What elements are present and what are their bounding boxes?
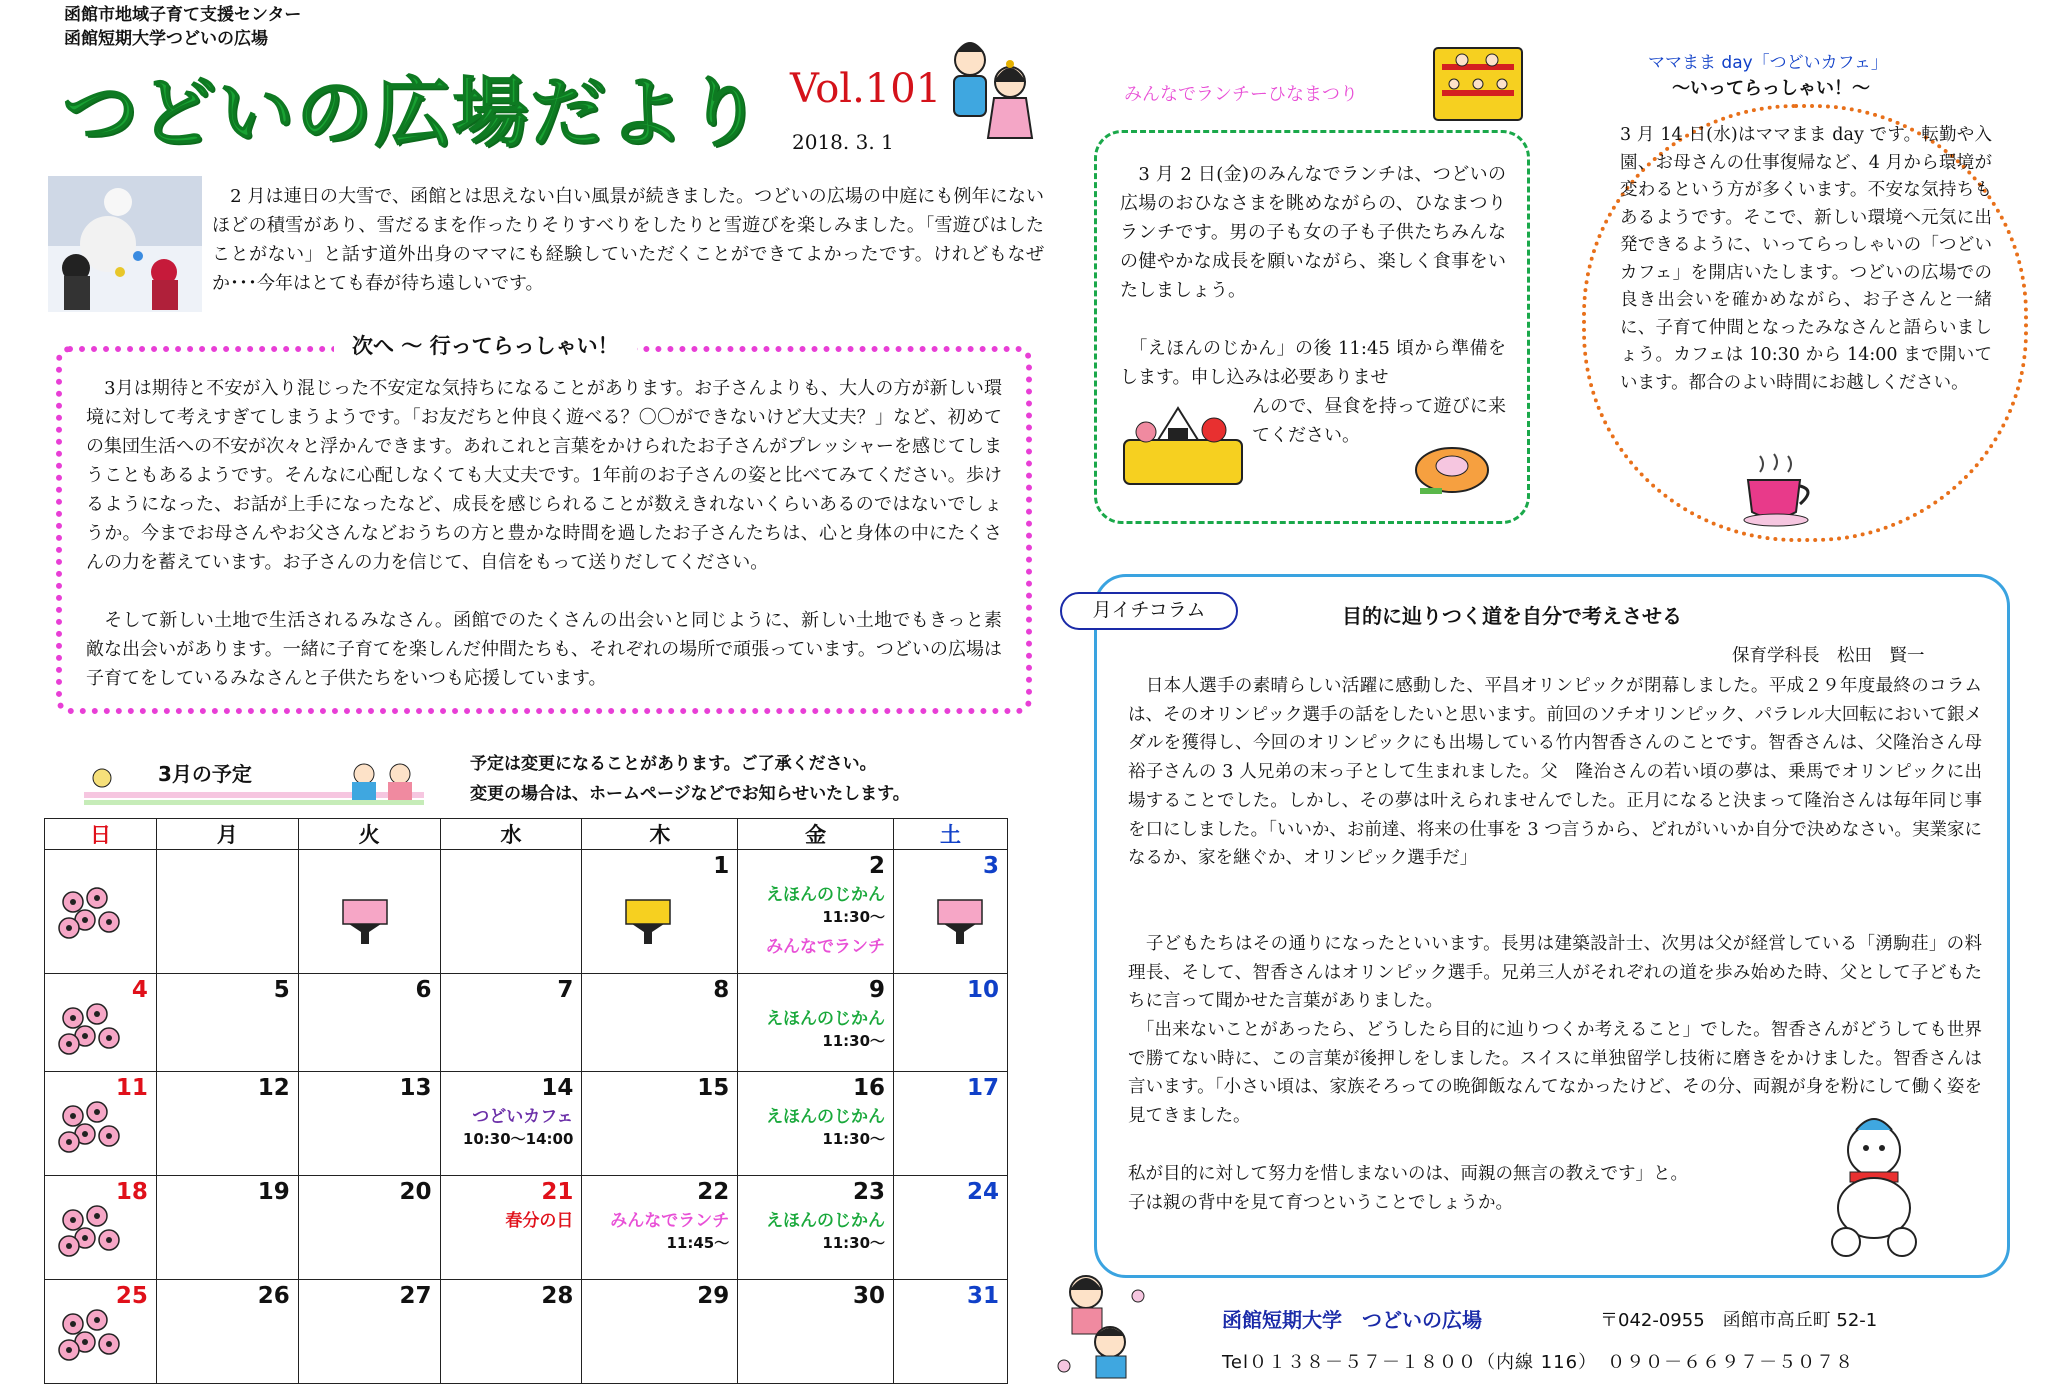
calendar-day-cell xyxy=(298,1072,440,1176)
next-step-paragraph-2: そして新しい土地で生活されるみなさん。函館でのたくさんの出会いと同じように、新しい土地でもきっと素敵な出会いがあります。一緒に子育てを楽しんだ仲間たちも、それぞれの場所で頑張っています。つどいの広場は子育てをしているみなさんと子供たちをいつも応援しています。 xyxy=(86,610,1002,689)
day-number: 24 xyxy=(966,1179,999,1205)
issue-date: 2018. 3. 1 xyxy=(792,130,894,154)
event-time: 11:30～ xyxy=(822,1130,886,1148)
lunch-paragraph-2b: んので、昼食を持って遊びに来てください。 xyxy=(1252,396,1506,446)
day-number: 23 xyxy=(853,1179,886,1205)
day-number: 11 xyxy=(115,1075,148,1101)
day-number: 30 xyxy=(853,1283,886,1309)
calendar-day-cell xyxy=(298,850,440,974)
hishi-mochi-icon xyxy=(335,890,395,950)
calendar-day-cell xyxy=(45,1176,157,1280)
calendar-day-cell xyxy=(582,1176,738,1280)
cafe-paragraph: 3 月 14 日(水)はママまま day です。転勤や入園、お母さんの仕事復帰など、4 月から環境が変わるという方が多くいます。不安な気持ちもあるようです。そこで、新しい環境へ元気に出発できるように、いってらっしゃいの「つどいカフェ」を開店いたします。つどいの広場での良き出会いを確かめながら、お子さんと一緒に、子育て仲間となったみなさんと語らいましょう。カフェは 10:30 から 14:00 まで開いています。都合のよい時間にお越しください。 xyxy=(1620,125,1992,393)
day-number: 22 xyxy=(697,1179,730,1205)
day-number: 17 xyxy=(966,1075,999,1101)
calendar-week-row xyxy=(45,1072,1008,1176)
calendar-day-cell xyxy=(894,1176,1008,1280)
schedule-heading: 3月の予定 xyxy=(158,762,252,786)
calendar-day-cell xyxy=(738,850,894,974)
calendar-day-cell xyxy=(582,850,738,974)
lunch-paragraph-1: 3 月 2 日(金)のみんなでランチは、つどいの広場のおひなさまを眺めながらの、ひなまつりランチです。男の子も女の子も子供たちみんなの健やかな成長を願いながら、楽しく食事をいたしましょう。 xyxy=(1120,164,1506,301)
lunch-heading: みんなでランチーひなまつり xyxy=(1124,84,1358,105)
next-step-heading: 次へ ～ 行ってらっしゃい！ xyxy=(334,330,637,360)
weekday-header: 金 xyxy=(738,819,894,850)
footer-address: 〒042-0955 函館市高丘町 52-1 xyxy=(1600,1310,1878,1331)
day-number: 8 xyxy=(713,977,730,1003)
day-number: 4 xyxy=(131,977,148,1003)
calendar-day-cell xyxy=(738,1176,894,1280)
calendar-day-cell xyxy=(738,1280,894,1384)
schedule-banner xyxy=(84,758,444,808)
event-time: 11:30～ xyxy=(822,1234,886,1252)
newsletter-title: つどいの広場だより xyxy=(62,68,764,157)
day-number: 6 xyxy=(415,977,432,1003)
calendar-day-cell xyxy=(45,974,157,1072)
calendar-day-cell xyxy=(440,1072,582,1176)
day-number: 27 xyxy=(399,1283,432,1309)
column-paragraph-1: 日本人選手の素晴らしい活躍に感動した、平昌オリンピックが閉幕しました。平成２９年度最終のコラムは、そのオリンピック選手の話をしたいと思います。前回のソチオリンピック、パラレル大回転において銀メダルを獲得し、今回のオリンピックにも出場している竹内智香さんのことです。智香さんは、父隆治さん母裕子さんの 3 人兄弟の末っ子として生まれました。父 隆治さんの若い頃の夢は、乗馬でオリンピックに出場することでした。しかし、その夢は叶えられませんでした。正月になると決まって隆治さんは毎年同じ事を口にしました。「いいか、お前達、将来の仕事を 3 つ言うから、どれがいいか自分で決めなさい。実業家になるか、家を継ぐか、オリンピック選手だ」 xyxy=(1128,676,1982,869)
calendar-day-cell xyxy=(156,974,298,1072)
event-label: みんなでランチ xyxy=(610,1211,730,1231)
day-number: 26 xyxy=(257,1283,290,1309)
day-number: 18 xyxy=(115,1179,148,1205)
footer-tel: Tel０１３８－５７－１８００（内線 116） ０９０－６６９７－５０７８ xyxy=(1222,1352,1855,1373)
hina-dolls-footer-illustration xyxy=(1052,1266,1152,1380)
calendar-day-cell xyxy=(440,1176,582,1280)
snow-play-photo xyxy=(48,176,202,312)
calendar-week-row xyxy=(45,1176,1008,1280)
cafe-title: ママまま day「つどいカフェ」 xyxy=(1648,53,1888,73)
day-number: 28 xyxy=(541,1283,574,1309)
event-time: 11:30～ xyxy=(822,1032,886,1050)
day-number: 7 xyxy=(557,977,574,1003)
calendar-day-cell xyxy=(156,1072,298,1176)
day-number: 5 xyxy=(273,977,290,1003)
lunch-food-illustration xyxy=(1118,400,1248,488)
plum-blossom-icon xyxy=(57,1100,127,1156)
snowman-illustration xyxy=(1822,1110,1926,1262)
calendar-day-cell xyxy=(894,1072,1008,1176)
calendar-day-cell xyxy=(156,1280,298,1384)
calendar-day-cell xyxy=(156,850,298,974)
event-label: 春分の日 xyxy=(505,1211,574,1231)
column-author: 保育学科長 松田 賢一 xyxy=(1732,646,1925,666)
event-time: 11:30～ xyxy=(822,908,886,926)
event-label: みんなでランチ xyxy=(766,937,886,957)
cafe-subtitle: ～いってらっしゃい！～ xyxy=(1672,78,1870,99)
calendar-day-cell xyxy=(738,1072,894,1176)
calendar-day-cell xyxy=(582,974,738,1072)
hina-dolls-illustration xyxy=(940,26,1040,146)
day-number: 15 xyxy=(697,1075,730,1101)
column-label: 月イチコラム xyxy=(1060,592,1238,630)
schedule-note-2: 変更の場合は、ホームページなどでお知らせいたします。 xyxy=(470,784,910,804)
column-paragraph-3: 「出来ないことがあったら、どうしたら目的に辿りつくか考えること」でした。智香さんがどうしても世界で勝てない時に、この言葉が後押しをしました。スイスに単独留学し技術に磨きをかけました。智香さんは言います。「小さい頃は、家族そろっての晩御飯なんてなかったけど、その分、両親が身を粉にして働く姿を見てきました。 xyxy=(1128,1020,1982,1127)
march-calendar xyxy=(44,818,1008,1384)
calendar-day-cell xyxy=(45,850,157,974)
event-label: えほんのじかん xyxy=(766,885,886,905)
column-paragraph-4: 私が目的に対して努力を惜しまないのは、両親の無言の教えです」と。 xyxy=(1128,1164,1688,1184)
hina-arare-icon xyxy=(618,890,678,950)
event-time: 10:30～14:00 xyxy=(462,1130,574,1148)
calendar-day-cell xyxy=(440,974,582,1072)
day-number: 20 xyxy=(399,1179,432,1205)
column-paragraph-2: 子どもたちはその通りになったといいます。長男は建築設計士、次男は父が経営している「湧駒荘」の料理長、そして、智香さんはオリンピック選手。兄弟三人がそれぞれの道を歩み始めた時、父として子どもたちに言って聞かせた言葉がありました。 xyxy=(1128,934,1982,1012)
day-number: 3 xyxy=(982,853,999,879)
volume-number: Vol.101 xyxy=(790,66,942,112)
event-time: 11:45～ xyxy=(666,1234,730,1252)
hina-display-illustration xyxy=(1432,46,1524,124)
intro-paragraph: 2 月は連日の大雪で、函館とは思えない白い風景が続きました。つどいの広場の中庭にも例年にないほどの積雪があり、雪だるまを作ったりそりすべりをしたりと雪遊びを楽しみました。「雪遊びはしたことがない」と話す道外出身のママにも経験していただくことができてよかったです。けれどもなぜか･･･今年はとても春が待ち遠しいです。 xyxy=(212,186,1044,294)
lunch-paragraph-2a: 「えほんのじかん」の後 11:45 頃から準備をします。申し込みは必要ありませ xyxy=(1120,338,1506,388)
calendar-day-cell xyxy=(45,1280,157,1384)
day-number: 2 xyxy=(869,853,886,879)
calendar-day-cell xyxy=(582,1072,738,1176)
calendar-day-cell xyxy=(298,1280,440,1384)
event-label: つどいカフェ xyxy=(472,1107,574,1127)
weekday-header: 水 xyxy=(440,819,582,850)
schedule-note-1: 予定は変更になることがあります。ご了承ください。 xyxy=(470,754,877,774)
event-label: えほんのじかん xyxy=(766,1107,886,1127)
hina-cake-icon xyxy=(930,890,990,950)
calendar-day-cell xyxy=(156,1176,298,1280)
footer-name: 函館短期大学 つどいの広場 xyxy=(1222,1308,1482,1332)
weekday-header: 木 xyxy=(582,819,738,850)
calendar-day-cell xyxy=(45,1072,157,1176)
day-number: 21 xyxy=(541,1179,574,1205)
calendar-day-cell xyxy=(894,850,1008,974)
weekday-header: 日 xyxy=(45,819,157,850)
plum-blossom-icon xyxy=(57,886,127,942)
plum-blossom-icon xyxy=(57,1204,127,1260)
weekday-header: 火 xyxy=(298,819,440,850)
plum-blossom-icon xyxy=(57,1308,127,1364)
calendar-day-cell xyxy=(894,974,1008,1072)
org-line-2: 函館短期大学つどいの広場 xyxy=(64,29,268,49)
calendar-day-cell xyxy=(582,1280,738,1384)
calendar-day-cell xyxy=(738,974,894,1072)
calendar-day-cell xyxy=(298,974,440,1072)
day-number: 14 xyxy=(541,1075,574,1101)
day-number: 12 xyxy=(257,1075,290,1101)
day-number: 10 xyxy=(966,977,999,1003)
day-number: 29 xyxy=(697,1283,730,1309)
sweets-illustration xyxy=(1410,436,1494,500)
event-label: えほんのじかん xyxy=(766,1211,886,1231)
weekday-header: 月 xyxy=(156,819,298,850)
calendar-week-row xyxy=(45,850,1008,974)
day-number: 9 xyxy=(869,977,886,1003)
day-number: 25 xyxy=(115,1283,148,1309)
calendar-day-cell xyxy=(440,1280,582,1384)
calendar-day-cell xyxy=(298,1176,440,1280)
event-label: えほんのじかん xyxy=(766,1009,886,1029)
day-number: 13 xyxy=(399,1075,432,1101)
calendar-day-cell xyxy=(894,1280,1008,1384)
org-line-1: 函館市地域子育て支援センター xyxy=(64,5,302,25)
calendar-week-row xyxy=(45,1280,1008,1384)
column-paragraph-5: 子は親の背中を見て育つということでしょうか。 xyxy=(1128,1193,1513,1213)
day-number: 16 xyxy=(853,1075,886,1101)
calendar-day-cell xyxy=(440,850,582,974)
plum-blossom-icon xyxy=(57,1002,127,1058)
next-step-paragraph-1: 3月は期待と不安が入り混じった不安定な気持ちになることがあります。お子さんよりも、大人の方が新しい環境に対して考えすぎてしまうようです。「お友だちと仲良く遊べる？〇〇ができないけど大丈夫？」など、初めての集団生活への不安が次々と浮かんできます。あれこれと言葉をかけられたお子さんがプレッシャーを感じてしまうこともあるようです。そんなに心配しなくても大丈夫です。1年前のお子さんの姿と比べてみてください。歩けるようになった、お話が上手になったなど、成長を感じられることが数えきれないくらいあるのではないでしょうか。今までお母さんやお父さんなどおうちの方と豊かな時間を過したお子さんたちは、心と身体の中にたくさんの力を蓄えています。お子さんの力を信じて、自信をもって送りだしてください。 xyxy=(86,378,1002,573)
day-number: 1 xyxy=(713,853,730,879)
weekday-header: 土 xyxy=(894,819,1008,850)
day-number: 31 xyxy=(966,1283,999,1309)
coffee-cup-icon xyxy=(1740,450,1820,530)
calendar-week-row xyxy=(45,974,1008,1072)
column-title: 目的に辿りつく道を自分で考えさせる xyxy=(1342,604,1682,628)
day-number: 19 xyxy=(257,1179,290,1205)
